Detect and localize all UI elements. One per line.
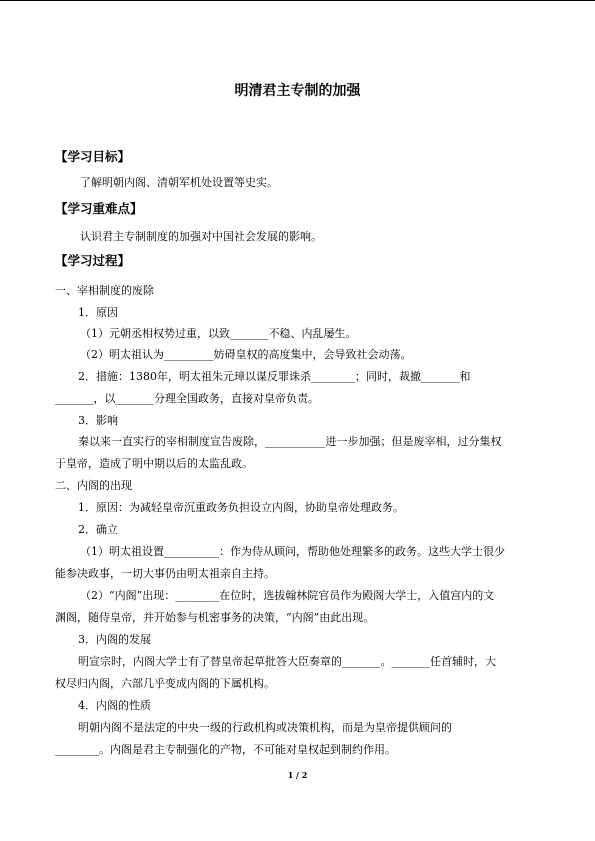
body-line: 2．措施：1380年，明太祖朱元璋以谋反罪诛杀________；同时，裁撤_______和	[78, 370, 471, 383]
body-line: （2）“内阁”出现：________在位时，选拔翰林院官员作为殿阁大学士，入值宫内的文	[80, 589, 495, 602]
body-line: 二、内阁的出现	[55, 479, 132, 492]
body-line: 2．确立	[78, 523, 118, 536]
body-line: 于皇帝，造成了明中期以后的太监乱政。	[55, 457, 253, 470]
body-line: 明朝内阁不是法定的中央一级的行政机构或决策机构，而是为皇帝提供顾问的	[78, 721, 452, 734]
body-line: 3．影响	[78, 414, 118, 427]
focus-text: 认识君主专制制度的加强对中国社会发展的影响。	[80, 230, 322, 243]
section-heading-process: 【学习过程】	[55, 253, 131, 268]
body-line: _______，以_______分理全国政务，直接对皇帝负责。	[55, 392, 319, 405]
section-heading-goal: 【学习目标】	[55, 149, 131, 164]
body-line: 能参决政事，一切大事仍由明太祖亲自主持。	[55, 567, 275, 580]
page-title: 明清君主专制的加强	[234, 83, 361, 99]
goal-text: 了解明朝内阁、清朝军机处设置等史实。	[80, 176, 278, 189]
body-line: （1）元朝丞相权势过重，以致_______不稳、内乱屡生。	[80, 327, 357, 340]
body-line: 权尽归内阁，六部几乎变成内阁的下属机构。	[55, 677, 275, 690]
body-line: （1）明太祖设置__________：作为侍从顾问，帮助他处理繁多的政务。这些大学士很少	[80, 545, 505, 558]
section-heading-focus: 【学习重难点】	[55, 201, 143, 216]
body-line: （2）明太祖认为_________妨碍皇权的高度集中，会导致社会动荡。	[80, 348, 412, 361]
body-line: 1．原因	[78, 306, 118, 319]
page-number: 1 / 2	[287, 770, 308, 780]
top-border-line	[0, 0, 595, 1]
body-line: 秦以来一直实行的宰相制度宣告废除，___________进一步加强；但是废宰相，过分集权	[78, 435, 502, 448]
body-line: 渊阁，随侍皇帝，并开始参与机密事务的决策，“内阁”由此出现。	[55, 611, 375, 624]
body-line: 4．内阁的性质	[78, 699, 151, 712]
body-line: 明宣宗时，内阁大学士有了替皇帝起草批答大臣奏章的_______。_______任首辅时，大	[78, 655, 496, 668]
body-line: 1．原因：为减轻皇帝沉重政务负担设立内阁，协助皇帝处理政务。	[78, 501, 404, 514]
body-line: ________。内阁是君主专制强化的产物，不可能对皇权起到制约作用。	[55, 743, 396, 756]
body-line: 3．内阁的发展	[78, 633, 151, 646]
body-line: 一、宰相制度的废除	[55, 284, 154, 297]
